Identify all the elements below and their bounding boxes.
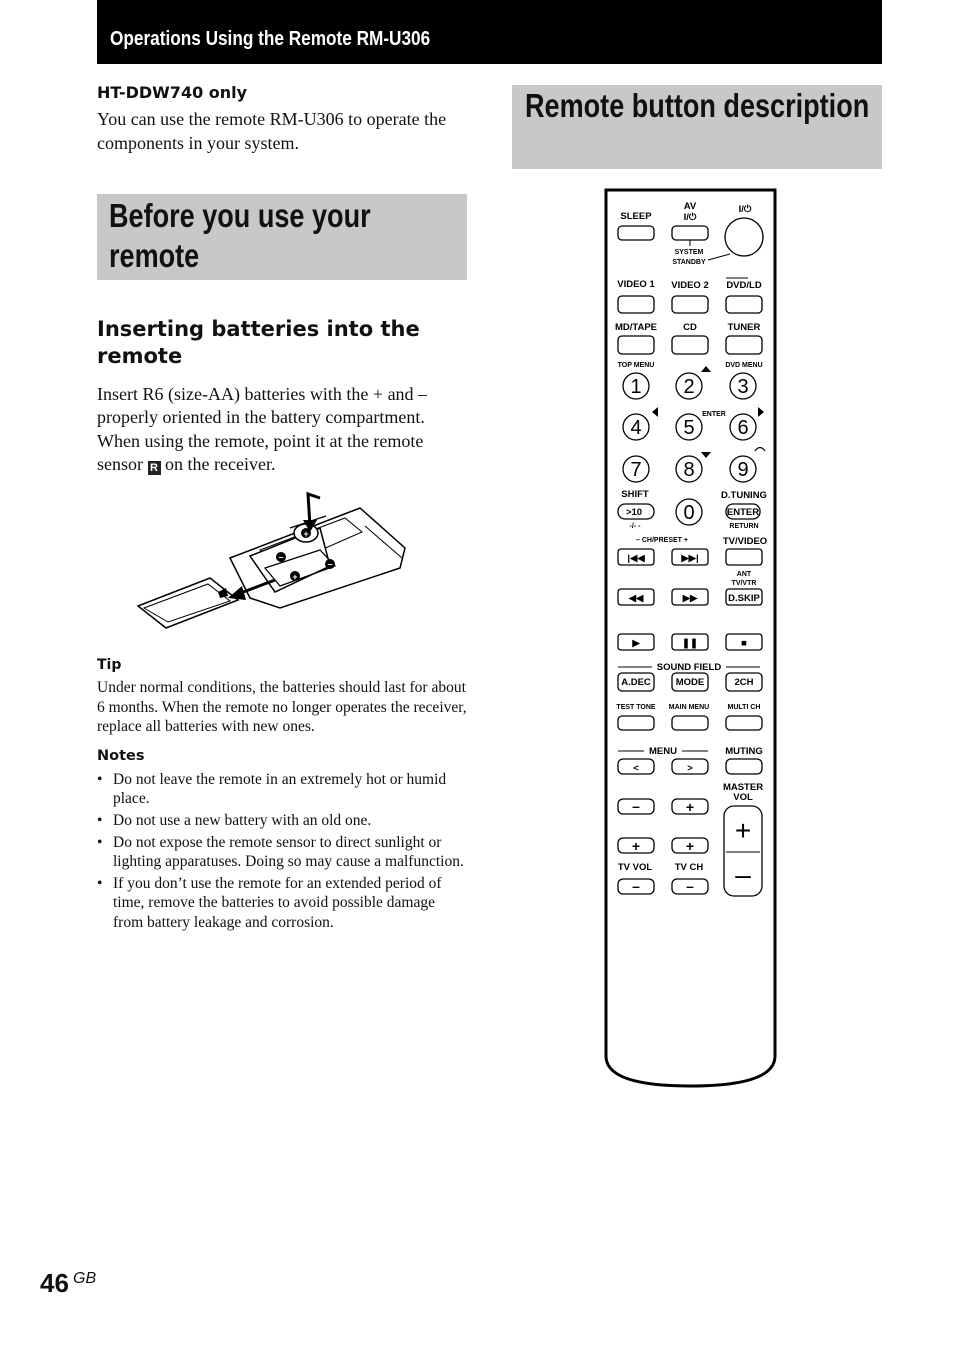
video2-button bbox=[672, 296, 708, 313]
model-note: HT-DDW740 only bbox=[97, 83, 248, 102]
ant-label: ANT bbox=[736, 571, 752, 578]
tv-vol-label: TV VOL bbox=[617, 862, 653, 873]
dvd-ld-button bbox=[726, 296, 762, 313]
instructions-text-1: Insert R6 (size-AA) batteries with the + and – properly oriented in the battery compartment. When using the remote, point it at the remote sensor bbox=[97, 384, 428, 474]
tv-vtr-label: TV/VTR bbox=[731, 580, 757, 587]
digit-9-label: 9 bbox=[737, 459, 749, 481]
remote-description-title: Remote button description bbox=[525, 87, 870, 124]
av-power-label: I/⏻ bbox=[683, 212, 697, 223]
note-item: • If you don’t use the remote for an extended period of time, remove the batteries to avoid possible damage from battery leakage and corrosion. bbox=[97, 874, 467, 932]
master-label: MASTER bbox=[722, 782, 764, 793]
digit-0-label: 0 bbox=[683, 502, 695, 524]
sleep-button bbox=[618, 226, 654, 240]
page-number: 46 bbox=[40, 1268, 69, 1298]
enter-button-label: ENTER bbox=[726, 507, 760, 518]
cd-button bbox=[672, 336, 708, 354]
power-label: I/⏻ bbox=[738, 204, 752, 215]
digit-7-label: 7 bbox=[630, 459, 642, 481]
menu-left-icon: < bbox=[633, 763, 639, 774]
muting-button bbox=[726, 759, 762, 774]
av-power-button bbox=[672, 226, 708, 240]
digit-1-label: 1 bbox=[630, 376, 642, 398]
fast-forward-icon: ▶▶ bbox=[682, 593, 698, 604]
menu-right-icon: > bbox=[687, 763, 693, 774]
main-menu-button bbox=[672, 716, 708, 730]
multi-ch-button bbox=[726, 716, 762, 730]
intro-paragraph: You can use the remote RM-U306 to operate the components in your system. bbox=[97, 109, 447, 153]
sleep-label: SLEEP bbox=[620, 211, 652, 222]
two-ch-label: 2CH bbox=[734, 677, 754, 688]
tv-ch-plus-icon: + bbox=[685, 838, 695, 854]
muting-label: MUTING bbox=[725, 746, 763, 757]
system-standby-label-2: STANDBY bbox=[672, 259, 706, 266]
tuner-label: TUNER bbox=[727, 322, 761, 333]
instructions-text-2: on the receiver. bbox=[165, 453, 276, 474]
subsection-title: Inserting batteries into the remote bbox=[97, 317, 420, 368]
digit-8-label: 8 bbox=[683, 459, 695, 481]
menu-minus-icon: – bbox=[632, 798, 640, 814]
tip-heading: Tip bbox=[97, 657, 122, 673]
power-button bbox=[725, 218, 763, 256]
rewind-icon: ◀◀ bbox=[628, 593, 644, 604]
dvd-menu-label: DVD MENU bbox=[725, 362, 763, 369]
md-tape-label: MD/TAPE bbox=[614, 322, 658, 333]
digit-4-label: 4 bbox=[630, 417, 642, 439]
sound-field-label: SOUND FIELD bbox=[656, 662, 722, 673]
test-tone-label: TEST TONE bbox=[616, 704, 656, 711]
top-menu-label: TOP MENU bbox=[617, 362, 655, 369]
menu-plus-icon: + bbox=[685, 799, 695, 815]
shift-label: SHIFT bbox=[621, 489, 649, 500]
digit-6-label: 6 bbox=[737, 417, 749, 439]
dash-dash-label: -/- - bbox=[629, 523, 641, 530]
tv-video-label: TV/VIDEO bbox=[722, 536, 768, 547]
svg-text:–: – bbox=[278, 552, 284, 562]
d-skip-label: D.SKIP bbox=[728, 593, 760, 604]
return-label: RETURN bbox=[729, 523, 759, 530]
note-item: • Do not use a new battery with an old one. bbox=[97, 811, 467, 830]
digit-3-label: 3 bbox=[737, 376, 749, 398]
dvd-ld-label: DVD/LD bbox=[726, 280, 762, 291]
video2-label: VIDEO 2 bbox=[671, 280, 709, 291]
vol-label: VOL bbox=[733, 792, 753, 803]
main-menu-label: MAIN MENU bbox=[668, 704, 710, 711]
digit-2-label: 2 bbox=[683, 376, 695, 398]
cd-label: CD bbox=[683, 322, 697, 333]
svg-text:–: – bbox=[327, 559, 333, 569]
battery-instructions bbox=[97, 383, 467, 476]
page-number-suffix: GB bbox=[73, 1270, 97, 1287]
test-tone-button bbox=[618, 716, 654, 730]
digit-5-label: 5 bbox=[683, 417, 695, 439]
ch-preset-label: – CH/PRESET + bbox=[636, 537, 688, 544]
gt10-label: >10 bbox=[625, 507, 643, 518]
system-standby-label-1: SYSTEM bbox=[674, 249, 704, 256]
mode-label: MODE bbox=[675, 677, 705, 688]
tv-vol-plus-icon: + bbox=[631, 838, 641, 854]
remote-description-title-box bbox=[512, 85, 882, 169]
master-vol-minus-icon: – bbox=[735, 859, 751, 890]
note-item: • Do not expose the remote sensor to direct sunlight or lighting apparatuses. Doing so may cause a malfunction. bbox=[97, 833, 467, 872]
a-dec-label: A.DEC bbox=[621, 677, 651, 688]
battery-insertion-illustration bbox=[130, 488, 410, 640]
play-icon: ▶ bbox=[632, 638, 640, 649]
multi-ch-label: MULTI CH bbox=[727, 704, 761, 711]
prev-track-icon: |◀◀ bbox=[627, 553, 645, 564]
pause-icon: ❚❚ bbox=[682, 638, 698, 649]
notes-heading: Notes bbox=[97, 748, 145, 764]
tip-text: Under normal conditions, the batteries should last for about 6 months. When the remote no longer operates the receiver, replace all batteries with new ones. bbox=[97, 679, 467, 735]
master-vol-plus-icon: + bbox=[734, 815, 752, 846]
stop-icon: ■ bbox=[741, 638, 747, 649]
tv-video-button bbox=[726, 549, 762, 565]
section-header-title: Operations Using the Remote RM-U306 bbox=[110, 28, 431, 50]
enter-small-label: ENTER bbox=[702, 411, 726, 418]
section-title-box bbox=[97, 194, 467, 280]
d-tuning-label: D.TUNING bbox=[721, 490, 767, 501]
remote-control-diagram bbox=[600, 186, 782, 1090]
section-header-bar bbox=[97, 0, 882, 64]
tv-ch-label: TV CH bbox=[674, 862, 704, 873]
next-track-icon: ▶▶| bbox=[681, 553, 699, 564]
section-title: Before you use your remote bbox=[109, 197, 371, 274]
note-item: • Do not leave the remote in an extremely hot or humid place. bbox=[97, 770, 467, 809]
md-tape-button bbox=[618, 336, 654, 354]
notes-list bbox=[97, 770, 467, 934]
video1-label: VIDEO 1 bbox=[617, 279, 655, 290]
tv-vol-minus-icon: – bbox=[632, 878, 640, 894]
tuner-button bbox=[726, 336, 762, 354]
tv-ch-minus-icon: – bbox=[686, 878, 694, 894]
remote-sensor-icon: R bbox=[148, 461, 161, 475]
svg-text:+: + bbox=[292, 572, 298, 582]
video1-button bbox=[618, 296, 654, 313]
svg-text:+: + bbox=[303, 529, 309, 539]
av-label: AV bbox=[683, 201, 697, 212]
menu-label: MENU bbox=[649, 746, 677, 757]
